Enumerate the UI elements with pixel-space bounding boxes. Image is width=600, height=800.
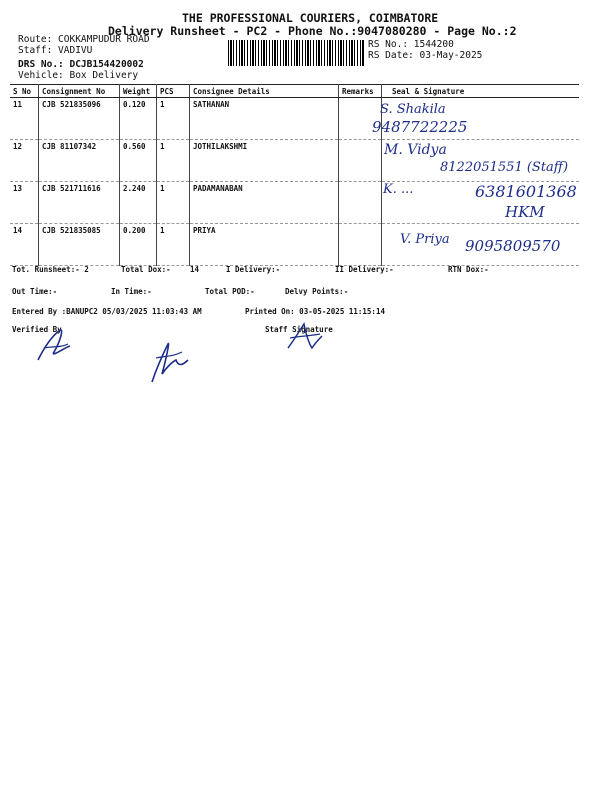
handwritten-phone: 9095809570 bbox=[465, 237, 561, 255]
cell-weight: 0.200 bbox=[120, 224, 157, 266]
staff-label: Staff: VADIVU bbox=[18, 45, 93, 56]
runsheet-title: Delivery Runsheet - PC2 - Phone No.:9047080280 - Page No.:2 bbox=[108, 24, 517, 38]
staff-signature-mark bbox=[142, 330, 197, 388]
handwritten-phone: 8122051551 (Staff) bbox=[440, 160, 569, 175]
cell-sno: 11 bbox=[10, 98, 39, 140]
company-name: THE PROFESSIONAL COURIERS, COIMBATORE bbox=[182, 11, 439, 25]
cell-consignee: PADAMANABAN bbox=[190, 182, 339, 224]
staff-signature-scribble bbox=[282, 318, 327, 358]
cell-weight: 0.560 bbox=[120, 140, 157, 182]
cell-weight: 2.240 bbox=[120, 182, 157, 224]
total-runsheet: Tot. Runsheet:- 2 bbox=[12, 265, 89, 274]
handwritten-phone: 9487722225 bbox=[372, 118, 468, 136]
total-dox-value: 14 bbox=[190, 265, 200, 274]
col-sno: S No bbox=[10, 85, 39, 98]
col-remarks: Remarks bbox=[339, 85, 382, 98]
total-pod: Total POD:- bbox=[205, 287, 255, 296]
handwritten-phone: 6381601368 bbox=[475, 182, 577, 201]
cell-pcs: 1 bbox=[157, 98, 190, 140]
drs-number: DRS No.: DCJB154420002 bbox=[18, 59, 144, 70]
out-time: Out Time:- bbox=[12, 287, 58, 296]
cell-consignment: CJB 521711616 bbox=[39, 182, 120, 224]
i-delivery: I Delivery:- bbox=[226, 265, 281, 274]
verifier-signature bbox=[30, 318, 80, 368]
entered-by: Entered By :BANUPC2 05/03/2025 11:03:43 AM bbox=[12, 307, 202, 316]
route-label: Route: COKKAMPUDUR ROAD bbox=[18, 34, 150, 45]
handwritten-name: M. Vidya bbox=[384, 142, 447, 158]
cell-remarks bbox=[339, 182, 382, 224]
col-pcs: PCS bbox=[157, 85, 190, 98]
cell-consignment: CJB 521835085 bbox=[39, 224, 120, 266]
cell-consignee: SATHANAN bbox=[190, 98, 339, 140]
delvy-points: Delvy Points:- bbox=[285, 287, 349, 296]
col-weight: Weight bbox=[120, 85, 157, 98]
handwritten-name: K. ... bbox=[383, 182, 414, 197]
cell-consignee: JOTHILAKSHMI bbox=[190, 140, 339, 182]
cell-weight: 0.120 bbox=[120, 98, 157, 140]
cell-consignee: PRIYA bbox=[190, 224, 339, 266]
verified-by: Verified By bbox=[12, 325, 62, 334]
handwritten-name: V. Priya bbox=[400, 232, 450, 247]
table-header-row bbox=[10, 85, 579, 98]
cell-sno: 12 bbox=[10, 140, 39, 182]
cell-sno: 13 bbox=[10, 182, 39, 224]
rtn-dox: RTN Dox:- bbox=[448, 265, 489, 274]
cell-consignment: CJB 521835096 bbox=[39, 98, 120, 140]
table-row bbox=[10, 98, 579, 140]
cell-pcs: 1 bbox=[157, 140, 190, 182]
barcode bbox=[228, 40, 365, 66]
cell-pcs: 1 bbox=[157, 182, 190, 224]
rs-date: RS Date: 03-May-2025 bbox=[368, 50, 483, 61]
total-dox-label: Total Dox:- bbox=[121, 265, 171, 274]
ii-delivery: II Delivery:- bbox=[335, 265, 394, 274]
rs-number: RS No.: 1544200 bbox=[368, 39, 454, 50]
cell-remarks bbox=[339, 224, 382, 266]
cell-pcs: 1 bbox=[157, 224, 190, 266]
printed-on: Printed On: 03-05-2025 11:15:14 bbox=[245, 307, 385, 316]
col-consignee: Consignee Details bbox=[190, 85, 339, 98]
col-consignment: Consignment No bbox=[39, 85, 120, 98]
col-signature: Seal & Signature bbox=[382, 85, 580, 98]
handwritten-name: S. Shakila bbox=[380, 102, 446, 117]
handwritten-note: HKM bbox=[505, 203, 545, 221]
staff-signature-label: Staff Signature bbox=[265, 325, 333, 334]
cell-sno: 14 bbox=[10, 224, 39, 266]
cell-consignment: CJB 81107342 bbox=[39, 140, 120, 182]
in-time: In Time:- bbox=[111, 287, 152, 296]
cell-remarks bbox=[339, 140, 382, 182]
vehicle-label: Vehicle: Box Delivery bbox=[18, 70, 139, 81]
